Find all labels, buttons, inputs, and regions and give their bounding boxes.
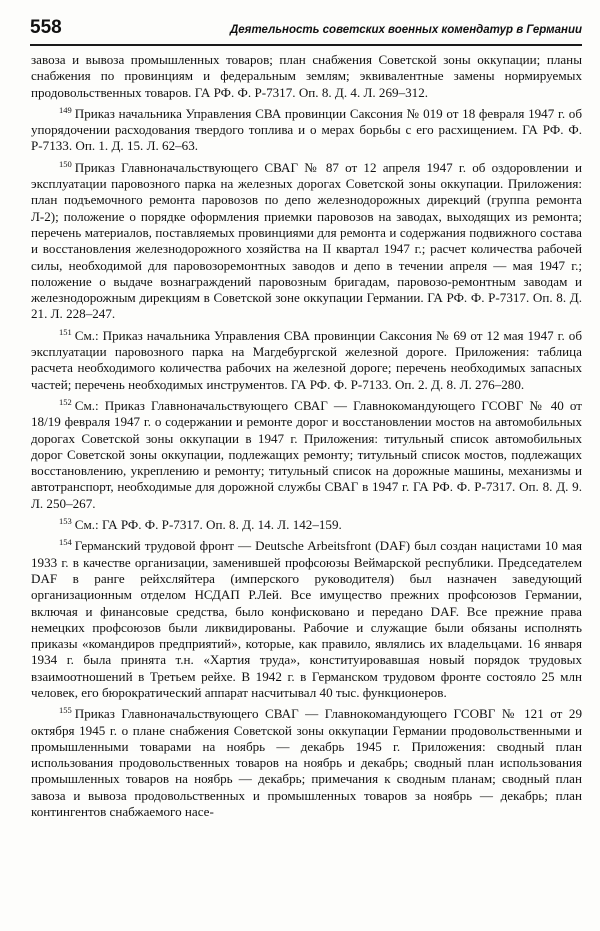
footnote-text: См.: Приказ Главноначальствующего СВАГ — Главнокомандующего ГСОВГ № 40 от 18/19 февраля 1947 г. о содержании и ремонте дорог и восстановлении мостов на автомобильных дорогах Советской зоны оккупации в 1947 г. Приложения: титульный список автомобильных дорог Советской зоны оккупации, подлежащих ремонту; титульный список мостов, подлежащих восстановлению, укреплению и ремонту; титульный список на дорожные машины, механизмы и автотранспорт, необходимые для дорожной службы СВАГ в 1947 г. ГА РФ. Ф. Р-7317. Оп. 8. Д. 9. Л. 250–267. xyxy=(31,397,582,511)
footnote-150 xyxy=(31,160,582,323)
footnote-number: 152 xyxy=(59,396,72,407)
running-title: Деятельность советских военных комендатур в Германии xyxy=(229,24,582,36)
page-header xyxy=(30,16,582,46)
footnote-text: См.: Приказ начальника Управления СВА провинции Саксония № 69 от 12 мая 1947 г. об эксплуатации паровозного парка на Магдебургской железной дороге. Приложения: таблица расчета необходимого количества рабочих на железной дороге; перечень необходимых запасных частей; перечень необходимых инструментов. ГА РФ. Ф. Р-7133. Оп. 2. Д. 8. Л. 276–280. xyxy=(31,327,582,392)
footnote-151 xyxy=(31,328,582,393)
footnote-text: Приказ Главноначальствующего СВАГ — Главнокомандующего ГСОВГ № 121 от 29 октября 1945 г. о плане снабжения Советской зоны оккупации Германии продовольственными и промышленными товарами на ноябрь — декабрь 1945 г. Приложения: сводный план использования продовольственных товаров на ноябрь и декабрь; сводный план использования промышленных товаров на ноябрь — декабрь; примечания к сводным планам; сводный план завоза и вывоза продовольственных и промышленных товаров за ноябрь — декабрь; план контингентов снабжаемого насе- xyxy=(31,706,582,820)
footnote-text: завоза и вывоза промышленных товаров; план снабжения Советской зоны оккупации; планы снабжения по провинциям и федеральным землям; эквивалентные замены нормируемых продовольственных товаров. ГА РФ. Ф. Р-7317. Оп. 8. Д. 4. Л. 269–312. xyxy=(31,52,582,100)
footnote-text: Приказ Главноначальствующего СВАГ № 87 от 12 апреля 1947 г. об оздоровлении и эксплуатации паровозного парка на железных дорогах Советской зоны оккупации. Приложения: план подъемочного ремонта паровозов по депо железнодорожных дирекций (группа ремонта Л-2); положение о порядке оформления приемки паровозов на заводах, выходящих из ремонта; перечень материалов, поставляемых провинциями для ремонта и содержания подвижного состава и восстановления железнодорожного хозяйства на II квартал 1947 г.; расчет количества рабочей силы, необходимой для паровозоремонтных заводов и депо в течении апреля — мая 1947 г.; положение о выдаче вознаграждений паровозным бригадам, паровозо-ремонтным заводам и железнодорожным дирекциям в Советской зоне оккупации Германии. ГА РФ. Ф. Р-7317. Оп. 8. Д. 21. Л. 228–247. xyxy=(31,159,582,322)
footnotes-body xyxy=(31,52,582,925)
footnote-number: 155 xyxy=(59,705,72,716)
footnote-continuation xyxy=(31,52,582,101)
footnote-text: Германский трудовой фронт — Deutsche Arbeitsfront (DAF) был создан нацистами 10 мая 1933 г. в качестве организации, заменившей профсоюзы Веймарской республики. Председателем DAF в ранге рейхсляйтера (имперского руководителя) был назначен заведующий организационным отделом НСДАП Р.Лей. Все имущество прежних профсоюзов Германии, включая и финансовые средства, было конфисковано и передано DAF. Все прежние права немецких профсоюзов были ликвидированы. Рабочие и служащие были обязаны исполнять приказы «командиров предприятий», которые, как правило, являлись их владельцами. 16 января 1934 г. была принята т.н. «Хартия труда», конституировавшая новый порядок трудовых взаимоотношений в Третьем рейхе. В 1942 г. в Германском трудовом фронте состояло 25 млн человек, его бюрократический аппарат насчитывал 40 тыс. функционеров. xyxy=(31,538,582,700)
footnote-number: 149 xyxy=(59,104,72,115)
footnote-text: Приказ начальника Управления СВА провинции Саксония № 019 от 18 февраля 1947 г. об упорядочении расходования твердого топлива и о мерах борьбы с его расхищением. ГА РФ. Ф. Р-7133. Оп. 1. Д. 15. Л. 62–63. xyxy=(31,105,582,154)
footnote-155 xyxy=(31,706,582,820)
footnote-152 xyxy=(31,398,582,512)
footnote-149 xyxy=(31,106,582,155)
footnote-text: См.: ГА РФ. Ф. Р-7317. Оп. 8. Д. 14. Л. 142–159. xyxy=(74,517,342,533)
footnote-number: 153 xyxy=(59,516,72,527)
footnote-153 xyxy=(31,517,582,533)
page-number: 558 xyxy=(30,17,62,38)
footnote-154 xyxy=(31,538,582,701)
footnote-number: 151 xyxy=(59,326,72,337)
footnote-number: 154 xyxy=(59,537,72,548)
footnote-number: 150 xyxy=(59,158,72,169)
